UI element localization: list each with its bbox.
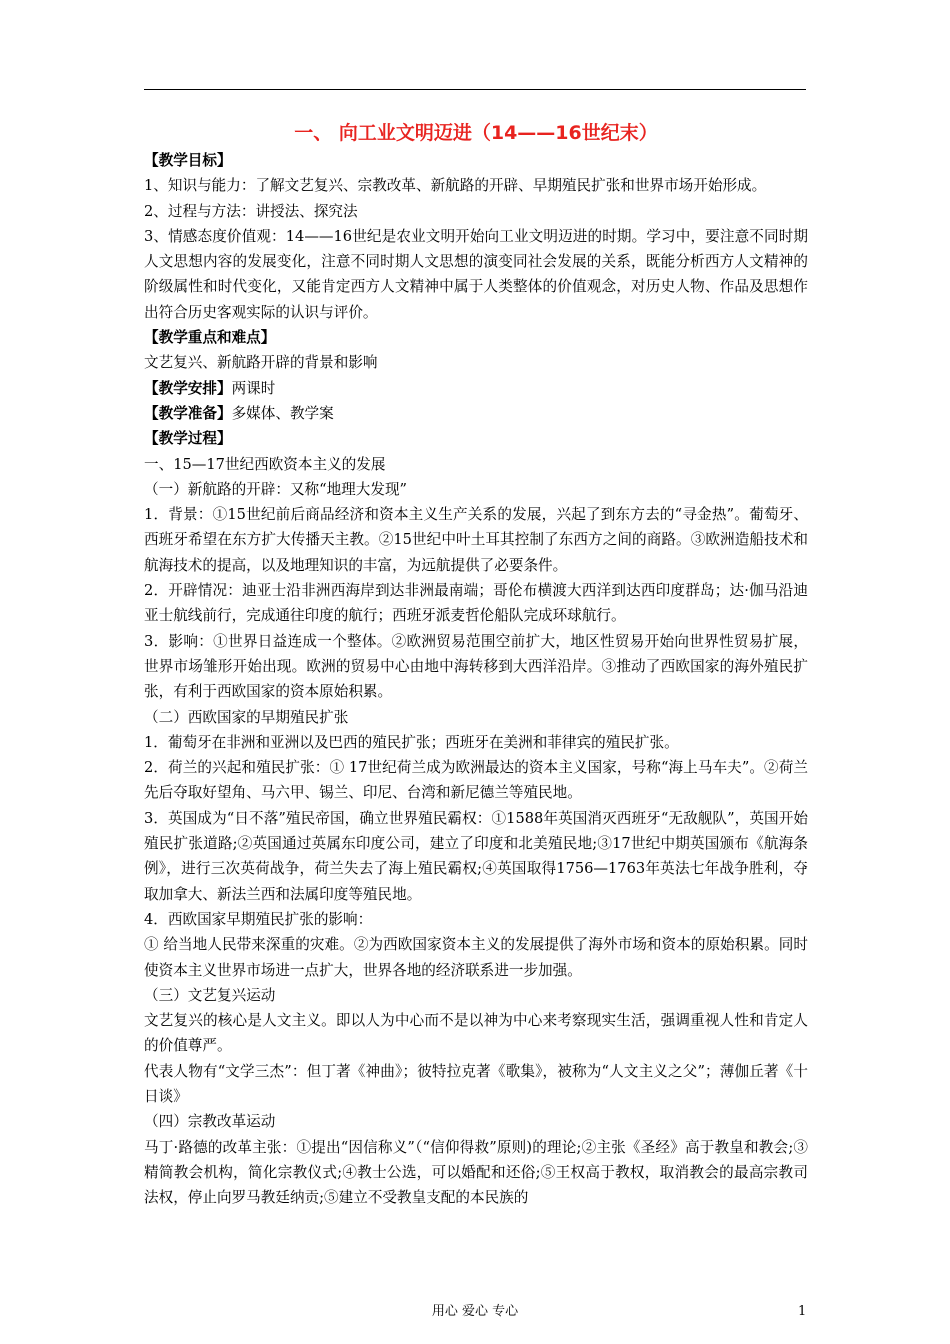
section-heading: 一、15—17世纪西欧资本主义的发展 (144, 455, 386, 473)
goal-item-2: 2、过程与方法：讲授法、探究法 (144, 202, 358, 220)
paragraph-renaissance-figures: 代表人物有“文学三杰”：但丁著《神曲》；彼特拉克著《歌集》，被称为“人文主义之父”；薄伽丘著《十日谈》 (144, 1062, 808, 1105)
paragraph-england: 3．英国成为“日不落”殖民帝国，确立世界殖民霸权：①1588年英国消灭西班牙“无敌舰队”，英国开始殖民扩张道路;②英国通过英属东印度公司，建立了印度和北美殖民地;③17世纪中期英国颁布《航海条例》，进行三次英荷战争，荷兰失去了海上殖民霸权;④英国取得1756—1763年英法七年战争胜利，夺取加拿大、新法兰西和法属印度等殖民地。 (144, 809, 808, 903)
key-text: 文艺复兴、新航路开辟的背景和影响 (144, 354, 378, 372)
prep-text: 多媒体、教学案 (231, 404, 334, 422)
arrange-line (144, 376, 808, 401)
header-rule (144, 89, 806, 90)
prep-heading: 【教学准备】 (144, 404, 232, 422)
subsection-heading-1: （一）新航路的开辟：又称“地理大发现” (144, 480, 408, 498)
paragraph-portugal-spain: 1．葡萄牙在非洲和亚洲以及巴西的殖民扩张；西班牙在美洲和菲律宾的殖民扩张。 (144, 733, 679, 751)
paragraph-colonial-impact: ① 给当地人民带来深重的灾难。②为西欧国家资本主义的发展提供了海外市场和资本的原始积累。同时使资本主义世界市场进一点扩大，世界各地的经济联系进一步加强。 (144, 936, 808, 979)
goal-item-1: 1、知识与能力：了解文艺复兴、宗教改革、新航路的开辟、早期殖民扩张和世界市场开始形成。 (144, 177, 767, 195)
goal-item-3: 3、情感态度价值观：14——16世纪是农业文明开始向工业文明迈进的时期。学习中，要注意不同时期人文思想内容的发展变化，注意不同时期人文思想的演变同社会发展的关系，既能分析西方人文精神的阶级属性和时代变化，又能肯定西方人文精神中属于人类整体的价值观念，对历史人物、作品及思想作出符合历史客观实际的认识与评价。 (144, 227, 808, 321)
document-body (144, 118, 808, 1210)
prep-line (144, 401, 808, 426)
paragraph-reformation: 马丁·路德的改革主张：①提出“因信称义”（“信仰得救”原则)的理论;②主张《圣经》高于教皇和教会;③精简教会机构，简化宗教仪式;④教士公选，可以婚配和还俗;⑤王权高于教权，取消教会的最高宗教司法权，停止向罗马教廷纳贡;⑤建立不受教皇支配的本民族的 (144, 1138, 808, 1207)
paragraph-background: 1．背景：①15世纪前后商品经济和资本主义生产关系的发展，兴起了到东方去的“寻金热”。葡萄牙、西班牙希望在东方扩大传播天主教。②15世纪中叶土耳其控制了东西方之间的商路。③欧洲造船技术和航海技术的提高，以及地理知识的丰富，为远航提供了必要条件。 (144, 506, 808, 574)
footer-text: 用心 爱心 专心 (431, 1304, 519, 1319)
subsection-heading-3: （三）文艺复兴运动 (144, 986, 276, 1004)
paragraph-renaissance-core: 文艺复兴的核心是人文主义。即以人为中心而不是以神为中心来考察现实生活，强调重视人性和肯定人的价值尊严。 (144, 1012, 808, 1055)
process-heading: 【教学过程】 (144, 430, 232, 448)
paragraph-colonial-impact-heading: 4．西欧国家早期殖民扩张的影响： (144, 910, 373, 928)
key-heading: 【教学重点和难点】 (144, 329, 276, 347)
page-title: 一、 向工业文明迈进（14——16世纪末） (294, 122, 658, 144)
arrange-heading: 【教学安排】 (144, 379, 232, 397)
paragraph-netherlands: 2．荷兰的兴起和殖民扩张：① 17世纪荷兰成为欧洲最达的资本主义国家，号称“海上马车夫”。②荷兰先后夺取好望角、马六甲、锡兰、印尼、台湾和新尼德兰等殖民地。 (144, 759, 808, 802)
arrange-text: 两课时 (231, 379, 276, 397)
subsection-heading-4: （四）宗教改革运动 (144, 1113, 276, 1131)
paragraph-routes: 2．开辟情况：迪亚士沿非洲西海岸到达非洲最南端；哥伦布横渡大西洋到达西印度群岛；达·伽马沿迪亚士航线前行，完成通往印度的航行；西班牙派麦哲伦船队完成环球航行。 (144, 582, 808, 625)
goal-heading: 【教学目标】 (144, 152, 232, 169)
page-number: 1 (798, 1304, 807, 1319)
subsection-heading-2: （二）西欧国家的早期殖民扩张 (144, 708, 349, 726)
paragraph-impact: 3．影响：①世界日益连成一个整体。②欧洲贸易范围空前扩大，地区性贸易开始向世界性贸易扩展，世界市场雏形开始出现。欧洲的贸易中心由地中海转移到大西洋沿岸。③推动了西欧国家的海外殖民扩张，有利于西欧国家的资本原始积累。 (144, 632, 808, 701)
